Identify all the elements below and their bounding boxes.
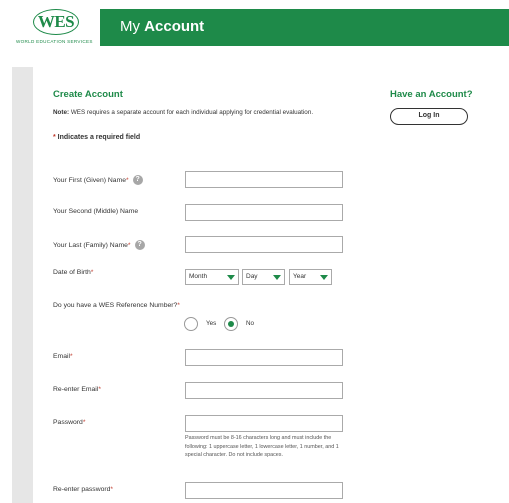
dob-day-select[interactable]: Day <box>242 269 285 285</box>
reenter-email-label: Re-enter Email* <box>53 386 101 393</box>
last-name-label: Your Last (Family) Name* ? <box>53 240 145 250</box>
chevron-down-icon <box>320 275 328 280</box>
create-account-title: Create Account <box>53 89 123 100</box>
help-icon[interactable]: ? <box>135 240 145 250</box>
header <box>0 0 509 46</box>
password-label: Password* <box>53 419 86 426</box>
page-title: My Account <box>120 18 205 35</box>
dob-year-select[interactable]: Year <box>289 269 332 285</box>
logo-tagline: WORLD EDUCATION SERVICES <box>16 39 93 44</box>
title-bar <box>100 9 509 46</box>
wes-ref-no-radio[interactable] <box>224 317 238 331</box>
first-name-label: Your First (Given) Name* ? <box>53 175 143 185</box>
dob-label: Date of Birth* <box>53 269 94 276</box>
logo-oval <box>33 9 79 35</box>
email-label: Email* <box>53 353 73 360</box>
required-field-note: * Indicates a required field <box>53 134 141 141</box>
have-account-title: Have an Account? <box>390 89 473 100</box>
chevron-down-icon <box>227 275 235 280</box>
dob-month-select[interactable]: Month <box>185 269 239 285</box>
chevron-down-icon <box>273 275 281 280</box>
wes-ref-yes-radio[interactable] <box>184 317 198 331</box>
password-input[interactable] <box>185 415 343 432</box>
wes-logo[interactable] <box>0 9 100 46</box>
email-input[interactable] <box>185 349 343 366</box>
last-name-input[interactable] <box>185 236 343 253</box>
reenter-email-input[interactable] <box>185 382 343 399</box>
wes-ref-label: Do you have a WES Reference Number?* <box>53 302 180 309</box>
wes-ref-yes-label: Yes <box>206 320 217 327</box>
reenter-password-label: Re-enter password* <box>53 486 114 493</box>
password-hint: Password must be 8-16 characters long and must include the following: 1 uppercase letter, 1 lowercase letter, 1 number, and 1 special character. Do not include spaces. <box>185 435 339 459</box>
logo-text: WES <box>37 12 75 31</box>
first-name-input[interactable] <box>185 171 343 188</box>
account-note: Note: WES requires a separate account for each individual applying for credential evaluation. <box>53 109 314 116</box>
middle-name-label: Your Second (Middle) Name <box>53 208 139 215</box>
middle-name-input[interactable] <box>185 204 343 221</box>
help-icon[interactable]: ? <box>133 175 143 185</box>
wes-ref-no-label: No <box>246 320 255 327</box>
reenter-password-input[interactable] <box>185 482 343 499</box>
login-button[interactable]: Log In <box>390 108 468 125</box>
left-gutter <box>12 67 33 503</box>
